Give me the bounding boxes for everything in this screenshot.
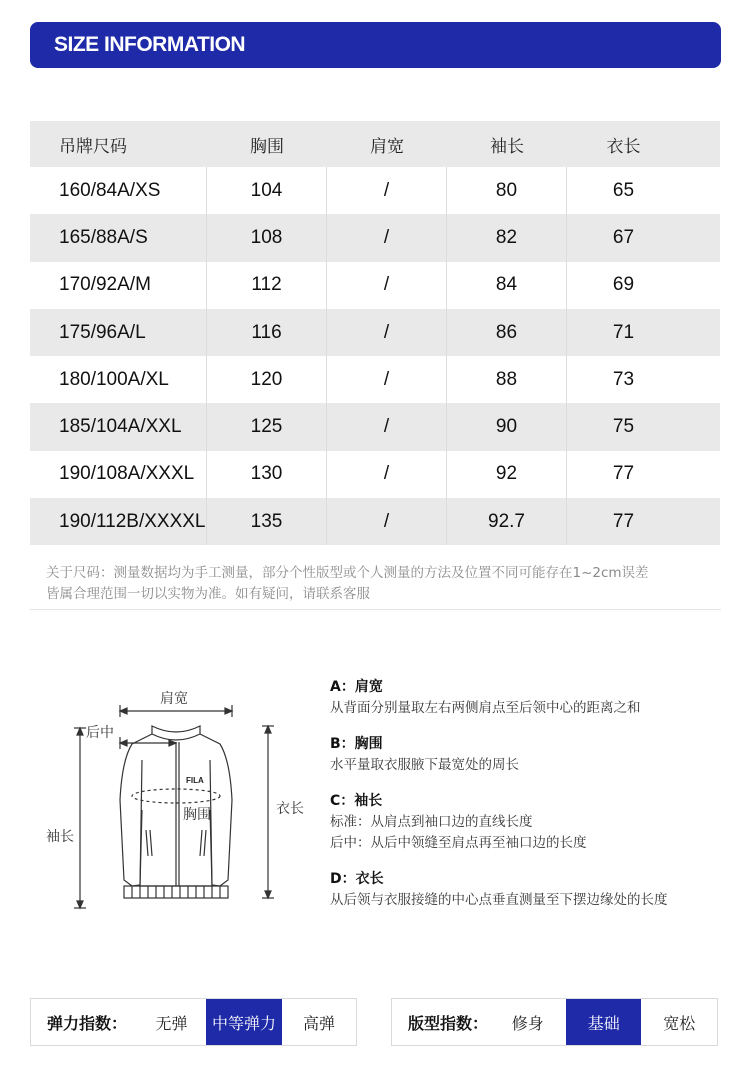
table-cell: 135 [207, 498, 327, 545]
fit-label: 版型指数： [408, 1013, 489, 1033]
table-row [30, 356, 720, 403]
column-header: 袖长 [490, 136, 524, 157]
definition-title: B：胸围 [330, 736, 383, 752]
definition-length [330, 868, 730, 911]
definition-text: 后中：从后中领缝至肩点再至袖口边的长度 [330, 835, 587, 851]
sleeve-label: 袖长 [46, 829, 74, 845]
table-cell: 84 [447, 262, 567, 309]
column-header: 胸围 [250, 136, 284, 157]
table-cell: 67 [612, 226, 635, 248]
table-cell: 77 [612, 463, 635, 485]
table-cell: 108 [207, 214, 327, 261]
definition-sleeve [330, 790, 730, 854]
length-label: 衣长 [276, 801, 304, 817]
jacket-measurement-diagram [40, 680, 320, 920]
definition-title: C：袖长 [330, 793, 383, 809]
note-line: 皆属合理范围一切以实物为准。如有疑问，请联系客服 [46, 586, 370, 602]
definition-title: D：衣长 [330, 871, 384, 887]
table-cell: 90 [447, 403, 567, 450]
definition-chest [330, 733, 730, 776]
elasticity-index [30, 998, 357, 1046]
table-cell: 75 [612, 416, 635, 438]
table-row [30, 498, 720, 545]
section-header [30, 22, 721, 68]
table-cell: / [327, 451, 447, 498]
table-cell: 160/84A/XS [30, 167, 207, 214]
table-cell: / [327, 167, 447, 214]
fit-index [391, 998, 718, 1046]
back-center-label: 后中 [86, 725, 114, 741]
brand-logo: FILA [186, 776, 204, 785]
shoulder-label: 肩宽 [160, 691, 188, 707]
definition-text: 水平量取衣服腋下最宽处的周长 [330, 757, 519, 773]
size-table [30, 121, 720, 545]
table-cell: 82 [447, 214, 567, 261]
table-cell: / [327, 356, 447, 403]
table-row [30, 262, 720, 309]
section-title: SIZE INFORMATION [54, 33, 246, 56]
table-cell: / [327, 403, 447, 450]
table-row [30, 214, 720, 261]
table-cell: 77 [612, 510, 635, 532]
measurement-note [46, 563, 726, 605]
table-cell: 185/104A/XXL [30, 403, 207, 450]
table-cell: 190/112B/XXXXL [30, 498, 207, 545]
chest-label: 胸围 [183, 807, 211, 823]
table-cell: / [327, 214, 447, 261]
table-cell: 130 [207, 451, 327, 498]
table-cell: 73 [612, 368, 635, 390]
measurement-definitions [330, 676, 730, 925]
elasticity-option-none: 无弹 [155, 1013, 188, 1033]
table-cell: 112 [207, 262, 327, 309]
table-cell: 175/96A/L [30, 309, 207, 356]
table-header-row [30, 121, 720, 167]
definition-text: 从背面分别量取左右两侧肩点至后领中心的距离之和 [330, 700, 641, 716]
fit-option-regular: 基础 [566, 999, 642, 1045]
table-cell: / [327, 309, 447, 356]
elasticity-label: 弹力指数： [47, 1013, 128, 1033]
table-cell: 71 [612, 321, 635, 343]
note-line: 关于尺码：测量数据均为手工测量，部分个性版型或个人测量的方法及位置不同可能存在1~2cm误差 [46, 565, 649, 581]
table-cell: 165/88A/S [30, 214, 207, 261]
table-cell: 180/100A/XL [30, 356, 207, 403]
definition-shoulder [330, 676, 730, 719]
elasticity-option-medium: 中等弹力 [206, 999, 282, 1045]
column-header: 吊牌尺码 [59, 136, 127, 157]
definition-text: 标准：从肩点到袖口边的直线长度 [330, 814, 533, 830]
table-cell: 170/92A/M [30, 262, 207, 309]
table-row [30, 167, 720, 214]
table-cell: / [327, 262, 447, 309]
table-cell: 125 [207, 403, 327, 450]
elasticity-option-high: 高弹 [302, 1013, 335, 1033]
table-cell: / [327, 498, 447, 545]
divider [30, 609, 721, 610]
table-cell: 116 [207, 309, 327, 356]
table-cell: 88 [447, 356, 567, 403]
table-cell: 104 [207, 167, 327, 214]
table-cell: 86 [447, 309, 567, 356]
table-cell: 69 [612, 274, 635, 296]
table-row [30, 451, 720, 498]
table-cell: 65 [612, 179, 635, 201]
table-cell: 190/108A/XXXL [30, 451, 207, 498]
table-row [30, 309, 720, 356]
table-row [30, 403, 720, 450]
fit-option-loose: 宽松 [663, 1013, 696, 1033]
table-cell: 120 [207, 356, 327, 403]
table-cell: 92.7 [447, 498, 567, 545]
column-header: 衣长 [606, 136, 641, 157]
fit-option-slim: 修身 [511, 1013, 544, 1033]
table-cell: 92 [447, 451, 567, 498]
table-cell: 80 [447, 167, 567, 214]
definition-title: A：肩宽 [330, 679, 383, 695]
column-header: 肩宽 [370, 136, 404, 157]
definition-text: 从后领与衣服接缝的中心点垂直测量至下摆边缘处的长度 [330, 892, 668, 908]
